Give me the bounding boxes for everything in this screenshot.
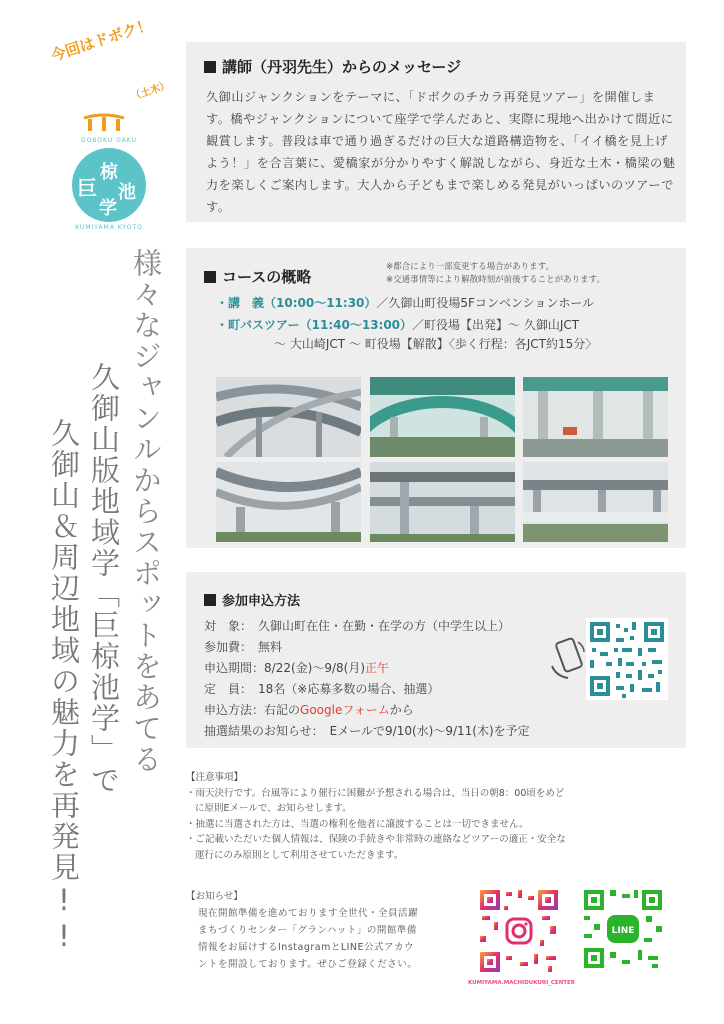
application-title: 参加申込方法 (204, 590, 300, 609)
application-result: 抽選結果のお知らせ： Eメールで9/10(水)〜9/11(木)を予定 (204, 724, 530, 738)
note-item: ・ご記載いただいた個人情報は、保険の手続きや非常時の連絡などツアーの適正・安全な (186, 834, 566, 845)
news-line: ントを開設しております。ぜひご登録ください。 (198, 959, 418, 970)
badge (42, 15, 172, 128)
news-line: 情報をお届けするInstagramとLINE公式アカウ (198, 942, 414, 953)
news-heading: 【お知らせ】 (186, 891, 243, 902)
course-note-2: ※交通事情等により解散時刻が前後することがあります。 (386, 275, 605, 285)
application-fee: 参加費： 無料 (204, 640, 283, 654)
junction-photo (370, 377, 515, 457)
smartphone-icon (548, 636, 588, 680)
square-bullet-icon (204, 61, 216, 73)
junction-photo (216, 377, 361, 457)
note-item: 運行にのみ原則として利用させていただきます。 (195, 849, 404, 861)
application-period: 申込期間：8/22(金)〜9/8(月)正午 (204, 661, 390, 675)
course-tour: ・町バスツアー（11:40〜13:00）／町役場【出発】〜 久御山JCT (216, 318, 580, 332)
headline-line-2: 久御山版地域学「巨椋池学」で (87, 362, 121, 796)
headline-line-3: 久御山＆周辺地域の魅力を再発見!! (47, 418, 81, 955)
logo (72, 148, 146, 222)
logo-char-gaku: 学 (99, 198, 117, 219)
instagram-caption: KUMIYAMA.MACHIDUKURI_CENTER (468, 980, 576, 986)
badge-subtext: （土木） (129, 79, 172, 103)
line-qr-code[interactable] (580, 886, 666, 972)
course-panel (186, 248, 686, 548)
note-item: ・抽選に当選された方は、当選の権利を他者に譲渡することは一切できません。 (186, 818, 529, 830)
square-bullet-icon (204, 594, 216, 606)
application-capacity: 定 員： 18名（※応募多数の場合、抽選） (204, 682, 440, 696)
news-section (186, 888, 466, 973)
notes-heading: 【注意事項】 (186, 772, 244, 783)
line-label: LINE (611, 926, 635, 936)
logo-char-kyo: 巨 (77, 176, 97, 200)
logo-char-ike: 池 (118, 182, 136, 203)
news-line: 現在開館準備を進めております全世代・全員活躍 (198, 908, 419, 919)
junction-photo (523, 377, 668, 457)
instagram-qr-code[interactable] (476, 886, 562, 976)
message-body: 久御山ジャンクションをテーマに、「ドボクのチカラ再発見ツアー」を開催します。橋やジャンクションについて座学で学んだあと、実際に現地へ出かけて間近に観賞します。普段は車で通り過ぎるだけの巨大な道路構造物を、「イイ橋を見上げよう！」を合言葉に、愛橋家が分かりやすく解説しながら、身近な土木・橋梁の魅力を楽しくご案内します。大人から子どもまで楽しめる発見がいっぱいのツアーです。 (206, 90, 676, 214)
message-panel (186, 42, 686, 222)
headline-line-1: 様々なジャンルからスポットをあてる (129, 248, 163, 775)
junction-photo (370, 462, 515, 542)
course-lecture: ・講 義（10:00〜11:30）／久御山町役場5Fコンベンションホール (216, 296, 595, 310)
logo-char-ryo: 椋 (100, 162, 118, 183)
square-bullet-icon (204, 271, 216, 283)
course-title: コースの概略 (204, 266, 311, 287)
junction-photo (216, 462, 361, 542)
note-item: に原則Eメールで、お知らせします。 (195, 803, 352, 814)
application-panel (186, 572, 686, 748)
badge-text: 今回はドボク！ (48, 15, 155, 66)
course-tour-route: 〜 大山崎JCT 〜 町役場【解散】〈歩く行程：各JCT約15分〉 (274, 337, 598, 351)
application-method: 申込方法：右記のGoogleフォームから (204, 703, 414, 717)
course-note-1: ※都合により一部変更する場合があります。 (386, 262, 554, 272)
logo-top-text: DOBOKU GAKU (80, 137, 138, 144)
bridge-icon (82, 110, 126, 132)
google-form-qr-code[interactable] (586, 618, 668, 700)
news-line: まちづくりセンター「グランハット」の開館準備 (198, 925, 417, 936)
logo-bottom-text: KUMIYAMA KYOTO (75, 224, 143, 231)
junction-photo (523, 462, 668, 542)
message-title: 講師（丹羽先生）からのメッセージ (204, 56, 461, 77)
application-target: 対 象： 久御山町在住・在勤・在学の方（中学生以上） (204, 619, 511, 633)
note-item: ・雨天決行です。台風等により催行に困難が予想される場合は、当日の朝8：00頃をめど (186, 787, 565, 799)
caution-notes (186, 770, 686, 863)
